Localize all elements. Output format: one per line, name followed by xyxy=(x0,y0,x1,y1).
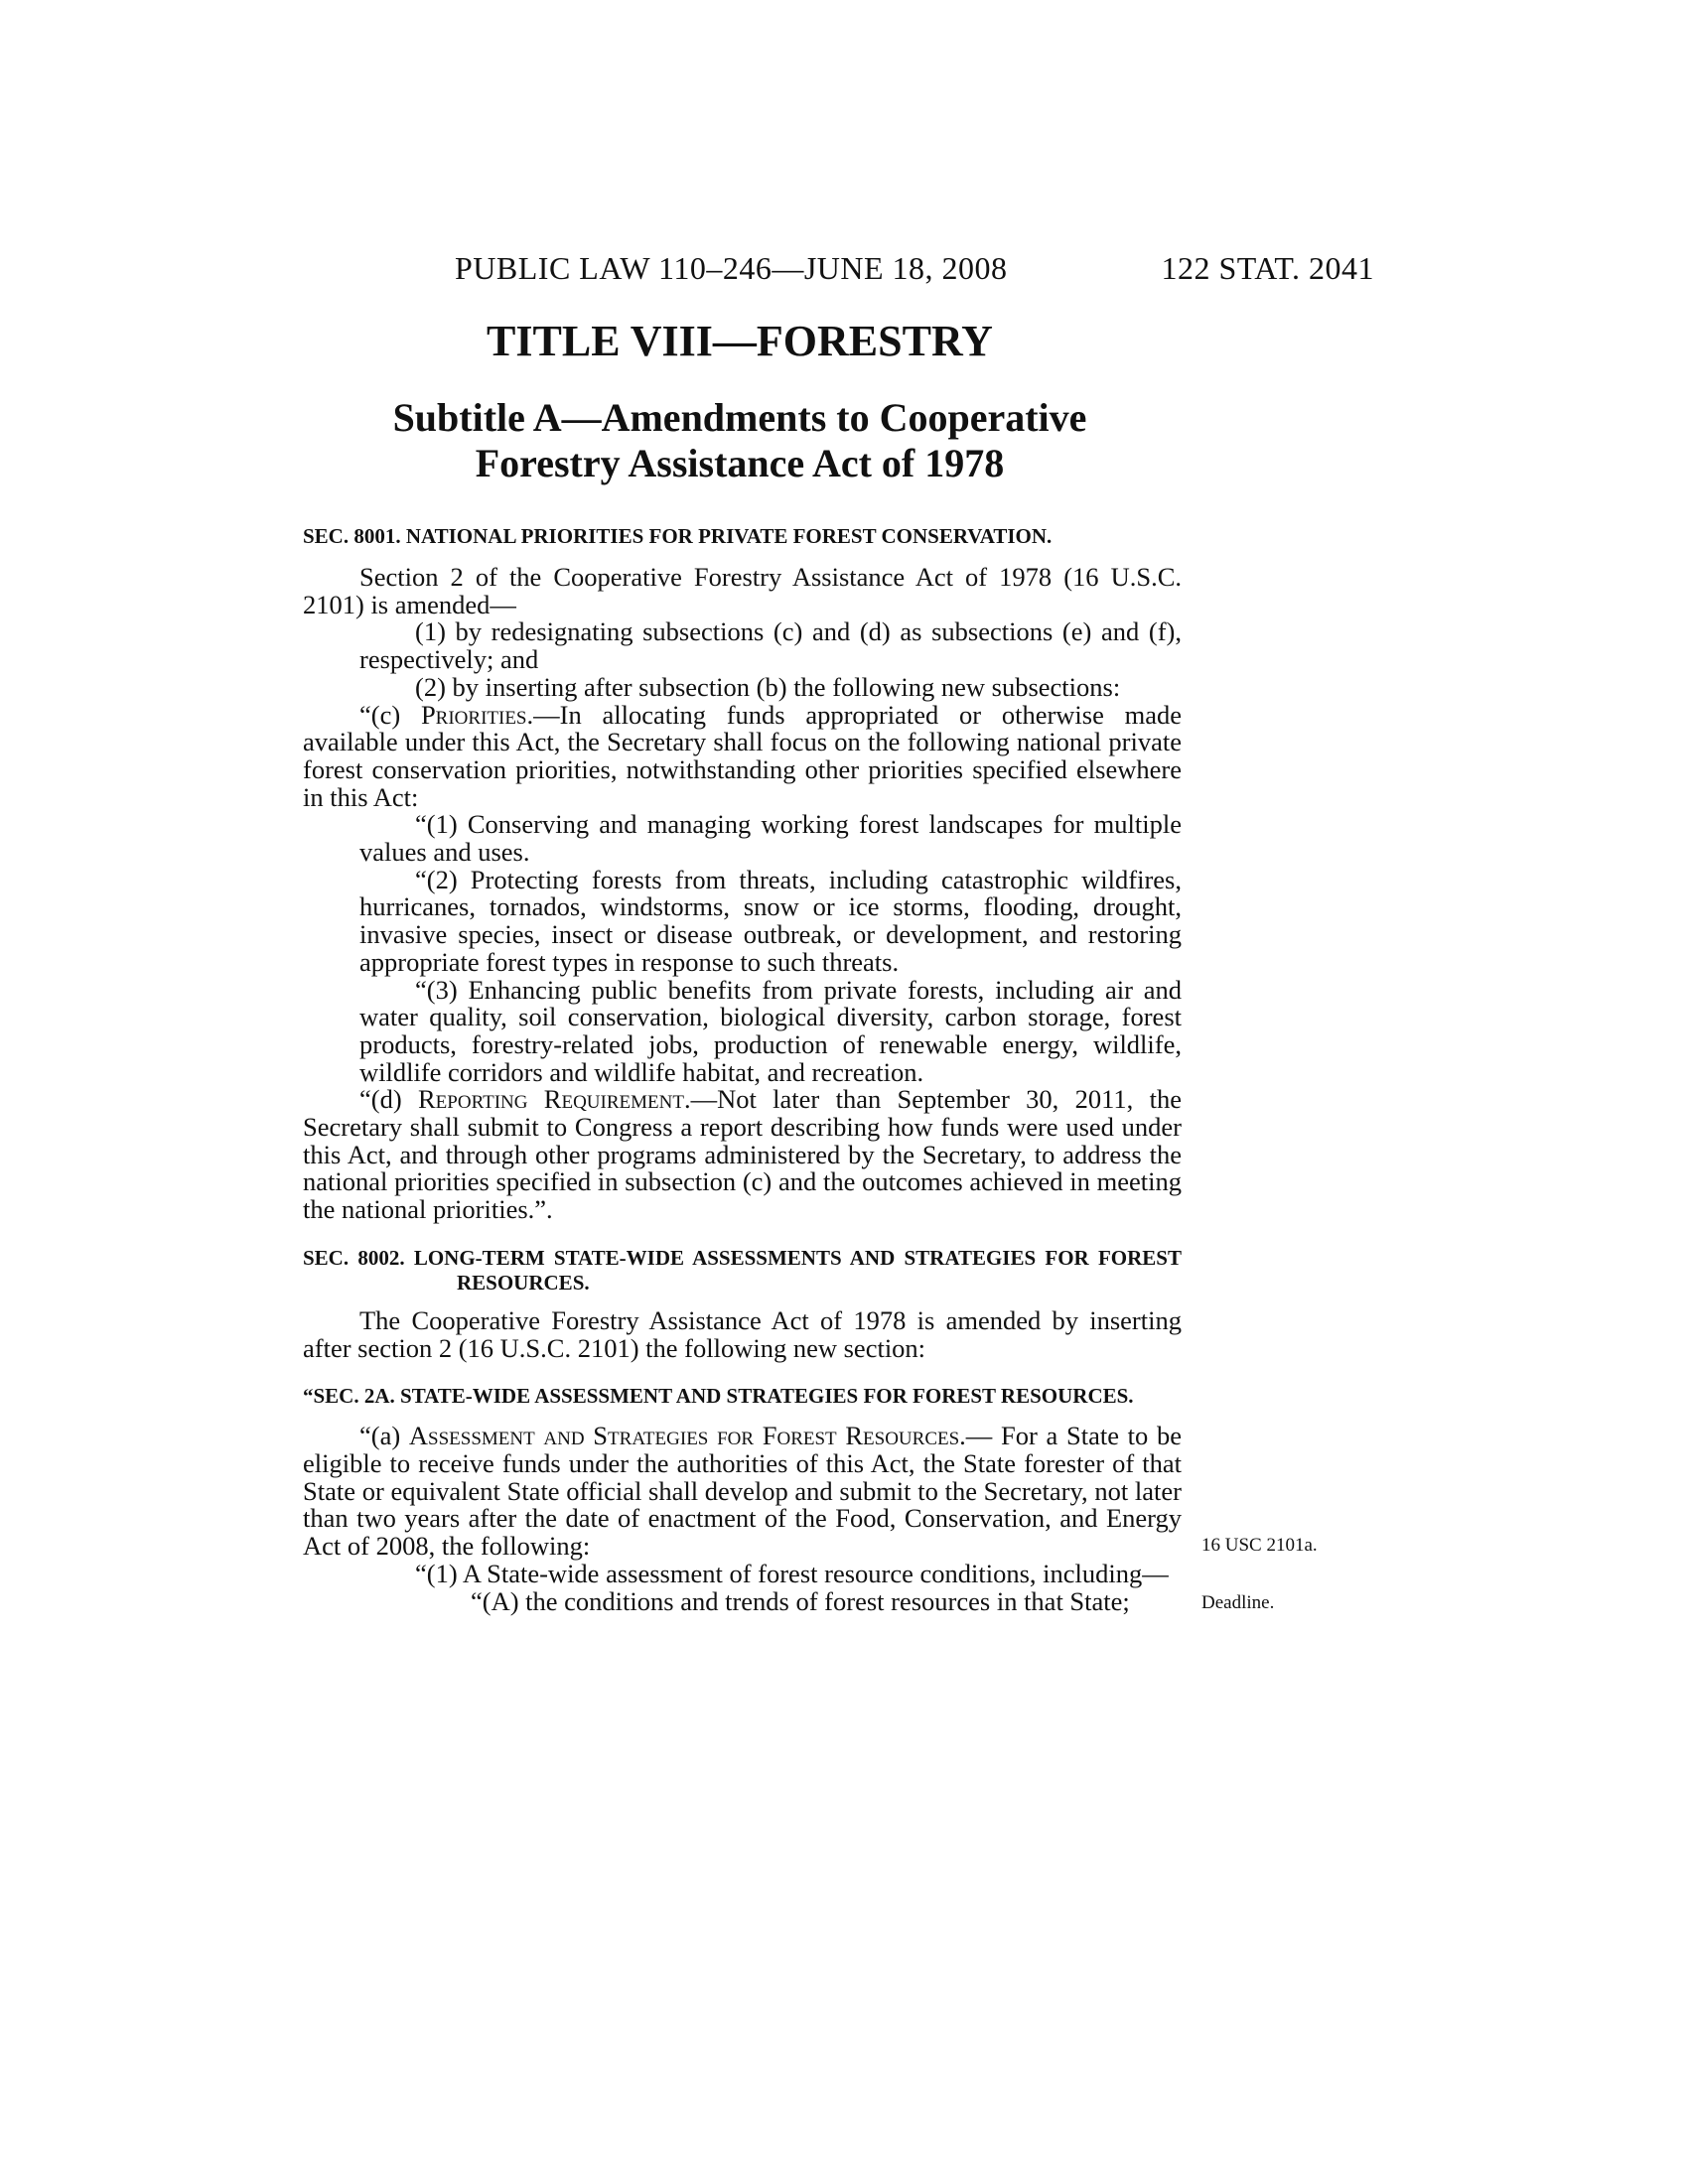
document-body xyxy=(303,524,1182,1615)
priority-1: “(1) Conserving and managing working forest landscapes for multiple values and uses. xyxy=(359,809,1182,868)
subsection-c-text: .—In allocating funds appropriated or otherwise made available under this Act, the Secretary shall focus on the following national private forest conservation priorities, notwithstanding other priorities specified elsewhere in this Act: xyxy=(303,699,1182,812)
title-heading: TITLE VIII—FORESTRY xyxy=(487,317,993,365)
priority-3: “(3) Enhancing public benefits from private forests, including air and water quality, soil conservation, biological diversity, carbon storage, forest products, forestry-related jobs, production of renewable energy, wildlife, wildlife corridors and wildlife habitat, and recreation. xyxy=(359,974,1182,1087)
sec-8002-heading: SEC. 8002. LONG-TERM STATE-WIDE ASSESSMENTS AND STRATEGIES FOR FOREST RESOURCES. xyxy=(303,1245,1182,1295)
subsection-a-assessment xyxy=(303,1423,1182,1561)
margin-note-deadline: Deadline. xyxy=(1201,1592,1275,1613)
margin-note-usc: 16 USC 2101a. xyxy=(1201,1535,1318,1556)
sec-8001-intro: Section 2 of the Cooperative Forestry Assistance Act of 1978 (16 U.S.C. 2101) is amended— xyxy=(303,562,1182,619)
assessment-item-1: “(1) A State-wide assessment of forest resource conditions, including— xyxy=(415,1558,1169,1588)
priority-2: “(2) Protecting forests from threats, including catastrophic wildfires, hurricanes, tornados, windstorms, snow or ice storms, flooding, drought, invasive species, insect or disease outbreak, or development, and restoring appropriate forest types in response to such threats. xyxy=(359,864,1182,977)
subsection-d-label: Reporting Requirement xyxy=(418,1084,684,1115)
subsection-a-lead: “(a) xyxy=(359,1421,409,1451)
subsection-c-priorities xyxy=(303,699,1182,812)
subtitle-line-1: Subtitle A—Amendments to Cooperative xyxy=(392,395,1087,440)
sec-2a-heading: “SEC. 2A. STATE-WIDE ASSESSMENT AND STRATEGIES FOR FOREST RESOURCES. xyxy=(303,1384,1134,1409)
sec-8001-item-2: (2) by inserting after subsection (b) the following new subsections: xyxy=(415,671,1121,702)
subsection-d-text: .—Not later than September 30, 2011, the Secretary shall submit to Congress a report describing how funds were used under this Act, and through other programs administered by the Secretary, to address the national priorities specified in subsection (c) and the outcomes achieved in meeting the national priorities.”. xyxy=(303,1084,1182,1225)
running-header-right: 122 STAT. 2041 xyxy=(1161,250,1374,286)
sec-8002-intro: The Cooperative Forestry Assistance Act of 1978 is amended by inserting after section 2 (16 U.S.C. 2101) the following new section: xyxy=(303,1304,1182,1363)
sec-8001-heading: SEC. 8001. NATIONAL PRIORITIES FOR PRIVATE FOREST CONSERVATION. xyxy=(303,524,1053,548)
subsection-a-label: Assessment and Strategies for Forest Resources xyxy=(408,1421,960,1451)
subsection-c-lead: “(c) xyxy=(359,699,421,730)
subsection-c-label: Priorities xyxy=(420,699,527,730)
subtitle-line-2: Forestry Assistance Act of 1978 xyxy=(475,441,1005,485)
subtitle-heading xyxy=(303,395,1177,486)
sec-8001-item-1: (1) by redesignating subsections (c) and (d) as subsections (e) and (f), respectively; and xyxy=(359,616,1182,675)
subsection-d-reporting xyxy=(303,1086,1182,1224)
assessment-item-1a: “(A) the conditions and trends of forest resources in that State; xyxy=(471,1585,1130,1616)
running-header-left: PUBLIC LAW 110–246—JUNE 18, 2008 xyxy=(455,250,1008,286)
subsection-a-text: .— For a State to be eligible to receive funds under the authorities of this Act, the State forester of that State or equivalent State official shall develop and submit to the Secretary, not later than two years after the date of enactment of the Food, Conservation, and Energy Act of 2008, the following: xyxy=(303,1421,1183,1562)
subsection-d-lead: “(d) xyxy=(359,1084,418,1115)
